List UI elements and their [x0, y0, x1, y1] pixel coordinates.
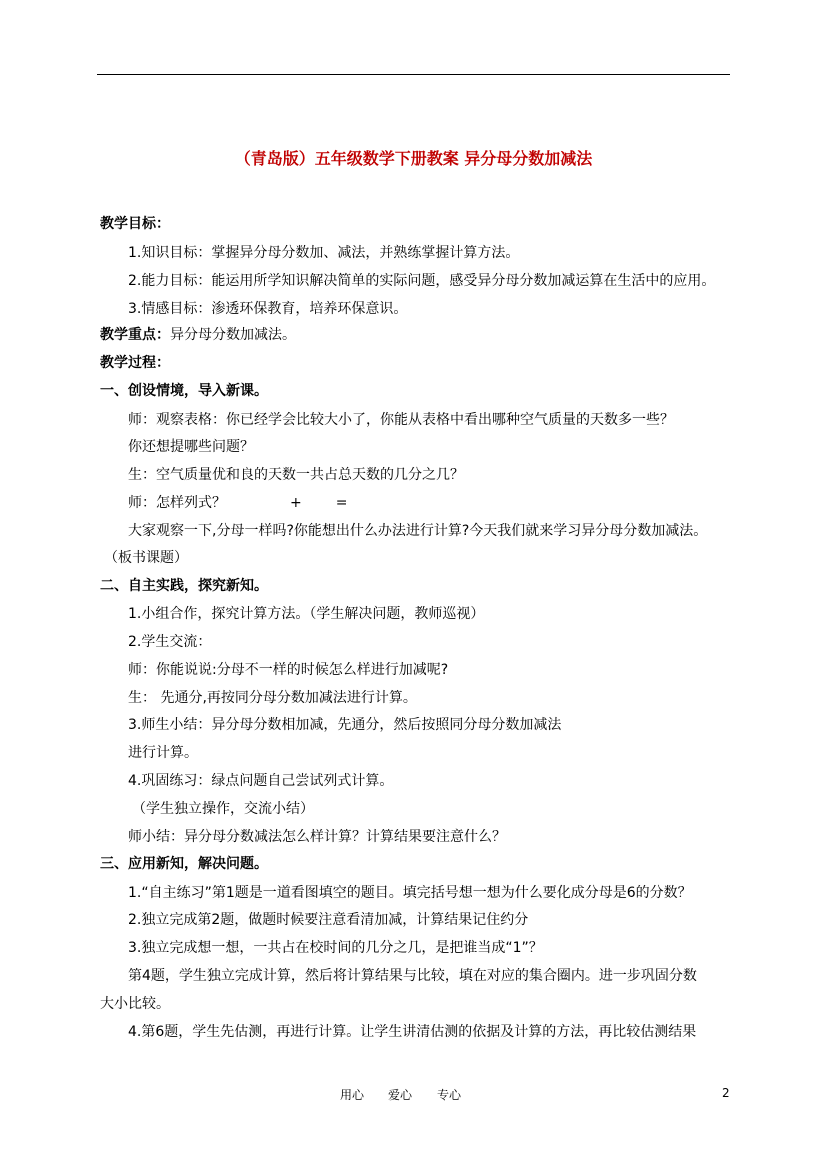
step-3: 3.师生小结：异分母分数相加减，先通分，然后按照同分母分数加减法: [128, 717, 562, 733]
section-one-heading: 一、创设情境，导入新课。: [100, 383, 268, 399]
footer-motto-2: 爱心: [388, 1088, 413, 1102]
heading-objectives: 教学目标：: [100, 216, 170, 232]
heading-process: 教学过程：: [100, 355, 170, 371]
footer-motto-1: 用心: [340, 1088, 365, 1102]
footer-motto-3: 专心: [437, 1088, 462, 1102]
equals-sign: =: [335, 495, 348, 511]
exercise-1: 1.“自主练习”第1题是一道看图填空的题目。填完括号想一想为什么要化成分母是6的分数？: [128, 885, 692, 901]
teacher-line-2: 你还想提哪些问题？: [128, 439, 254, 455]
key-point-text: 异分母分数加减法。: [170, 327, 296, 343]
teacher-question: 师：你能说说:分母不一样的时候怎么样进行加减呢?: [128, 662, 449, 678]
document-title: （青岛版）五年级数学下册教案 异分母分数加减法: [234, 149, 593, 168]
step-3-continued: 进行计算。: [128, 745, 198, 761]
step-2: 2.学生交流：: [128, 634, 212, 650]
objective-ability: 2.能力目标：能运用所学知识解决简单的实际问题，感受异分母分数加减运算在生活中的应用。: [128, 273, 716, 289]
key-point: [100, 326, 296, 344]
step-1: 1.小组合作，探究计算方法。（学生解决问题，教师巡视）: [128, 606, 485, 622]
exercise-2: 2.独立完成第2题，做题时候要注意看清加减，计算结果记住约分: [128, 912, 529, 928]
plus-sign: +: [290, 495, 302, 511]
intro-paragraph: 大家观察一下,分母一样吗?你能想出什么办法进行计算?今天我们就来学习异分母分数加减法。: [128, 523, 708, 539]
section-three-heading: 三、应用新知，解决问题。: [100, 856, 268, 872]
key-point-label: 教学重点：: [100, 327, 170, 343]
teacher-formula-line: [128, 494, 347, 512]
exercise-6: 4.第6题，学生先估测，再进行计算。让学生讲清估测的依据及计算的方法，再比较估测结果: [128, 1024, 697, 1040]
teacher-line-1: 师：观察表格：你已经学会比较大小了，你能从表格中看出哪种空气质量的天数多一些？: [128, 412, 674, 428]
teacher-summary: 师小结：异分母分数减法怎么样计算？计算结果要注意什么？: [128, 829, 506, 845]
page-number: 2: [722, 1086, 730, 1100]
header-rule: [97, 74, 730, 75]
exercise-4-line-1: 第4题，学生独立完成计算，然后将计算结果与比较，填在对应的集合圈内。进一步巩固分数: [128, 968, 697, 984]
step-4: 4.巩固练习：绿点问题自己尝试列式计算。: [128, 773, 394, 789]
exercise-4-line-2: 大小比较。: [100, 996, 170, 1012]
section-two-heading: 二、自主实践，探究新知。: [100, 578, 268, 594]
objective-knowledge: 1.知识目标：掌握异分母分数加、减法，并熟练掌握计算方法。: [128, 245, 520, 261]
objective-emotion: 3.情感目标：渗透环保教育，培养环保意识。: [128, 301, 408, 317]
exercise-3: 3.独立完成想一想，一共占在校时间的几分之几，是把谁当成“1”？: [128, 940, 543, 956]
formula-prompt: 师：怎样列式？: [128, 495, 226, 511]
board-title-note: （板书课题）: [104, 550, 188, 566]
step-4-note: （学生独立操作，交流小结）: [132, 801, 314, 817]
student-line-1: 生：空气质量优和良的天数一共占总天数的几分之几？: [128, 467, 464, 483]
student-answer: 生： 先通分,再按同分母分数加减法进行计算。: [128, 690, 417, 706]
